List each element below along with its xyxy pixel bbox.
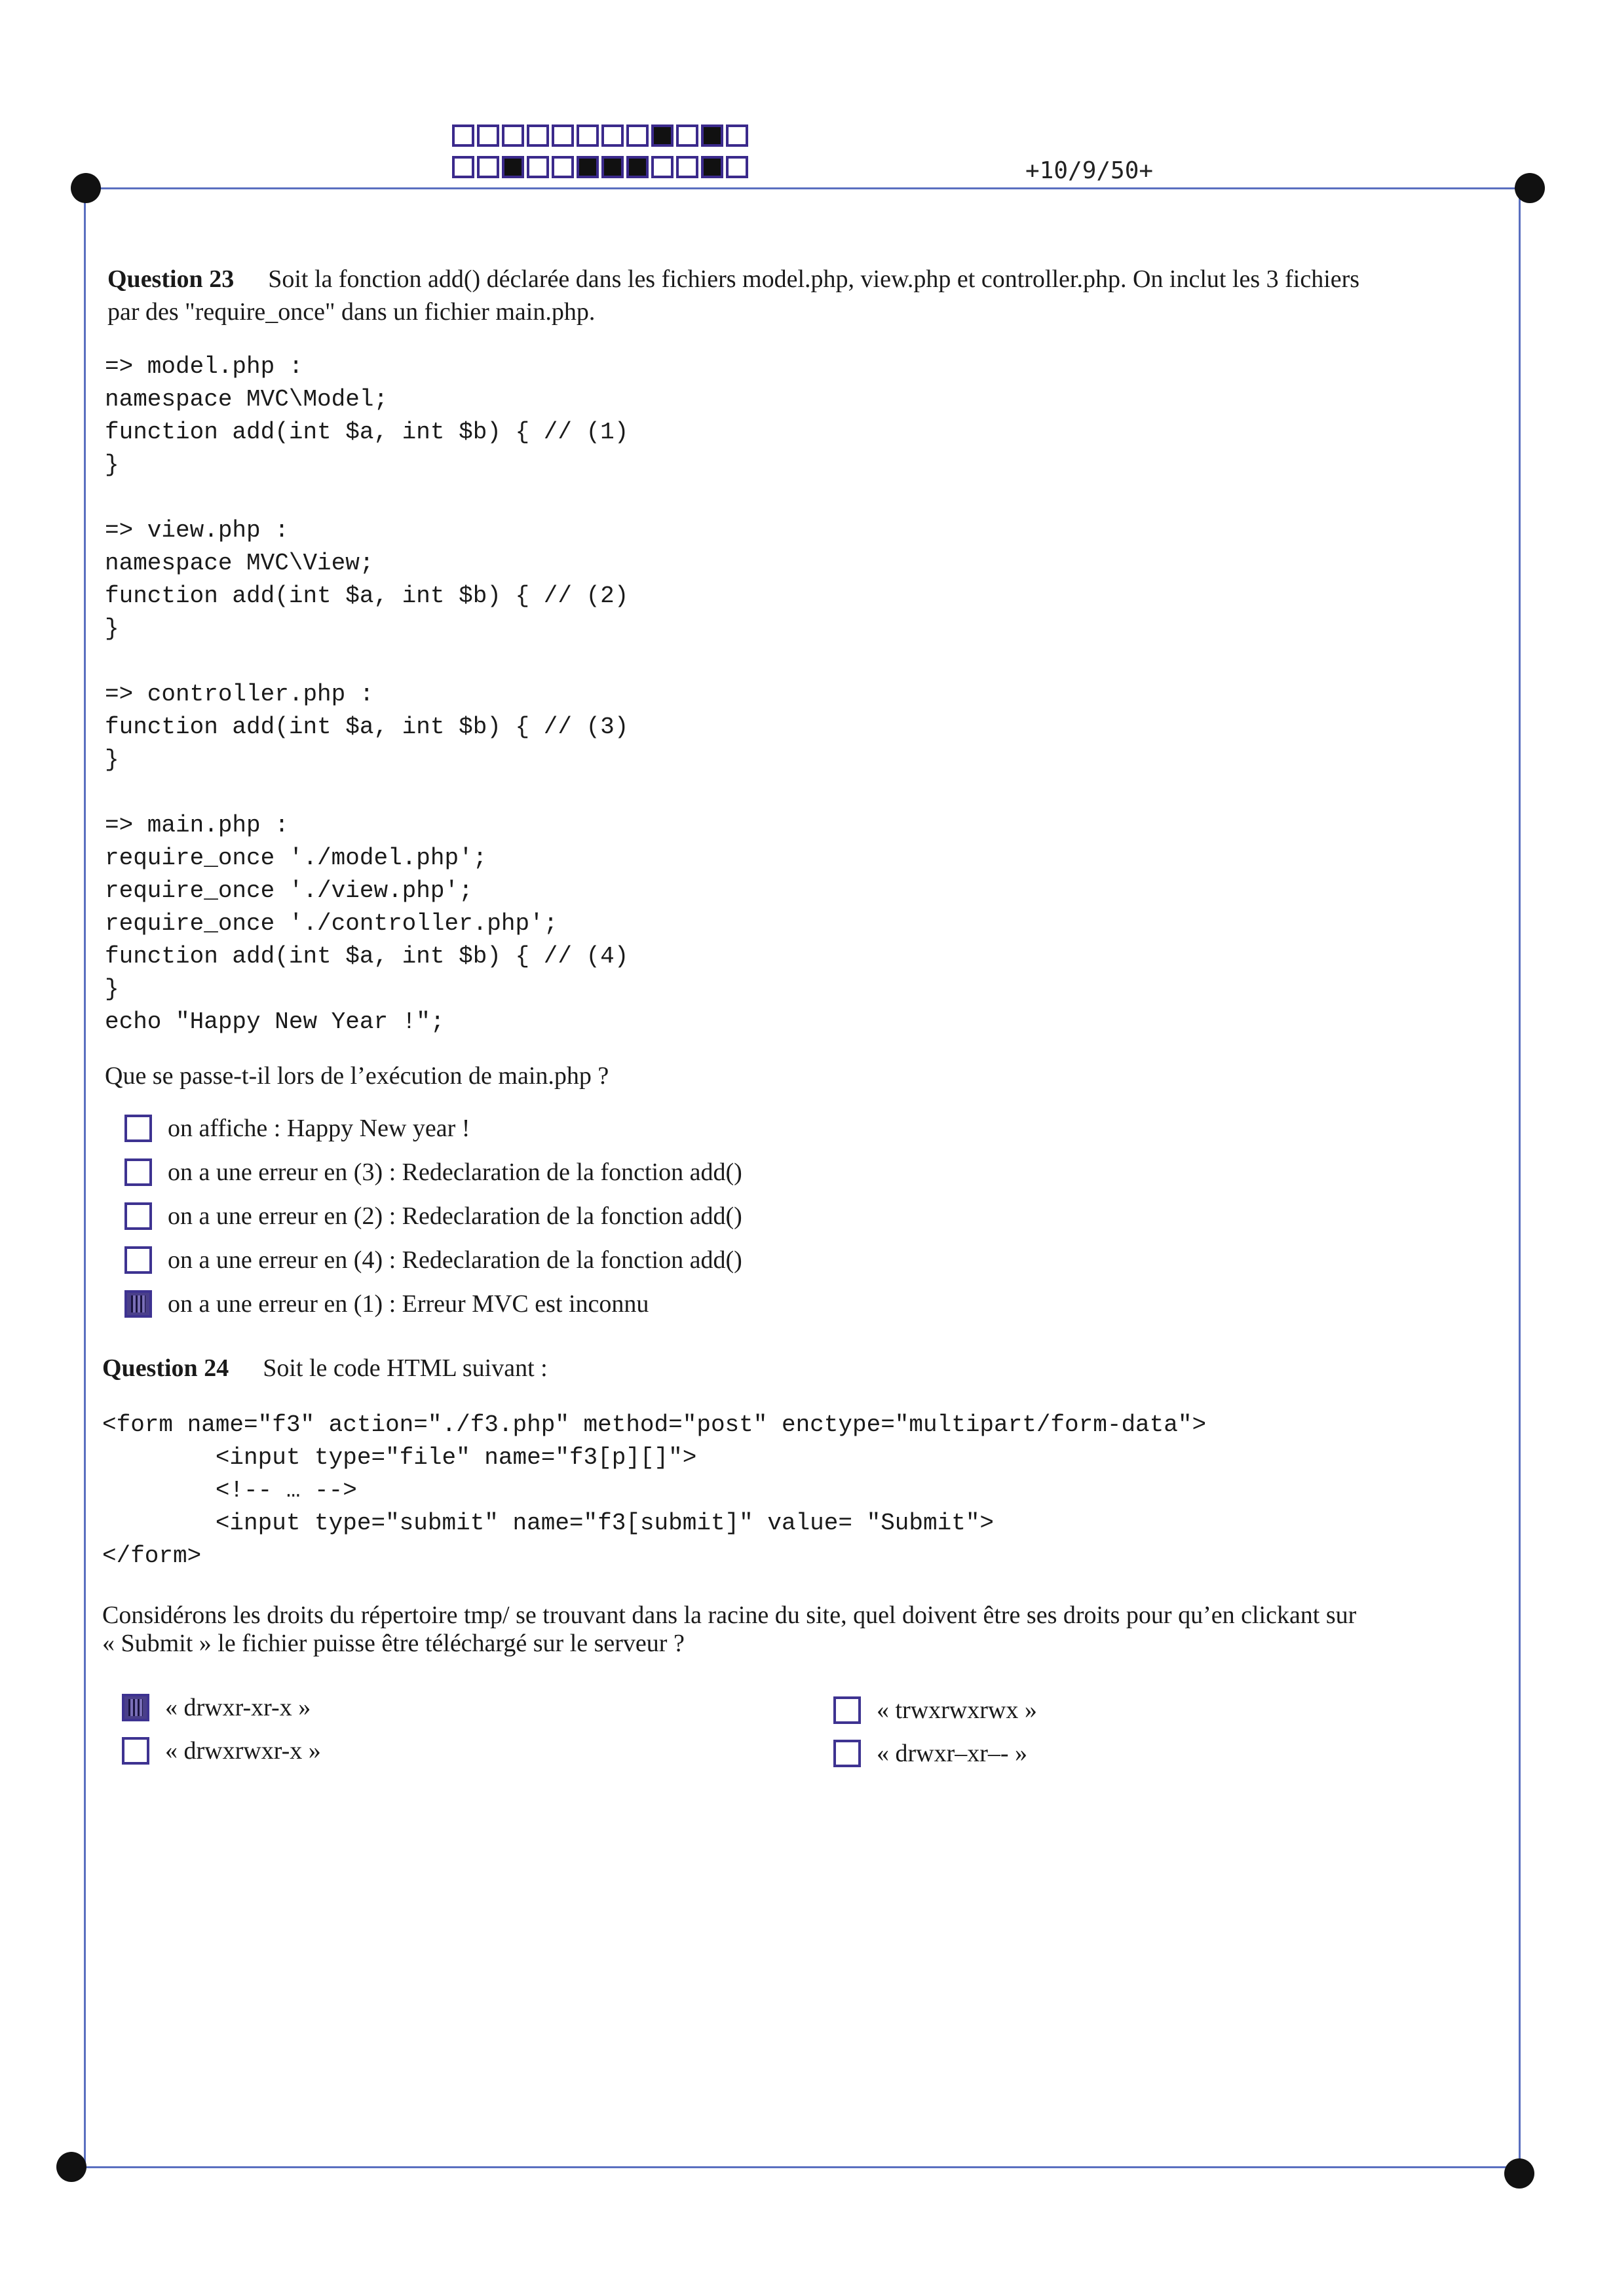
q23-option-5[interactable] [124, 1290, 649, 1318]
q24-label: Question 24 [102, 1354, 229, 1382]
q23-option-5-checkbox[interactable] [124, 1290, 152, 1318]
q23-option-1-checkbox[interactable] [124, 1115, 152, 1142]
q24-option-3-checkbox[interactable] [833, 1696, 861, 1724]
q23-option-5-label: on a une erreur en (1) : Erreur MVC est inconnu [168, 1290, 649, 1318]
q24-option-2-label: « drwxrwxr-x » [165, 1737, 321, 1765]
q24-option-4-label: « drwxr–xr–- » [877, 1740, 1028, 1767]
corner-mark-top-left [71, 173, 101, 203]
scan-code-row-1 [452, 124, 751, 147]
scan-code-cell [552, 124, 574, 147]
q24-question-line1: Considérons les droits du répertoire tmp/ se trouvant dans la racine du site, quel doivent être ses droits pour qu’en clickant sur [102, 1601, 1357, 1629]
page-code: +10/9/50+ [1025, 157, 1154, 184]
frame-top [85, 187, 1530, 189]
corner-mark-bottom-left [56, 2152, 86, 2182]
q24-option-3-label: « trwxrwxrwx » [877, 1696, 1037, 1724]
scan-code-cell [577, 156, 599, 178]
scan-code-cell [552, 156, 574, 178]
scan-code-cell [626, 156, 649, 178]
q24-code-block: <form name="f3" action="./f3.php" method="post" enctype="multipart/form-data"> <input type="file" name="f3[p][]"> <!-- … --> <input type="submit" name="f3[submit]" value= "Submit"> </form> [102, 1411, 1207, 1569]
q24-option-2-checkbox[interactable] [122, 1737, 149, 1765]
scan-code-cell [527, 156, 549, 178]
q23-option-3[interactable] [124, 1202, 742, 1231]
q24-option-1-label: « drwxr-xr-x » [165, 1694, 311, 1721]
scan-code-cell [626, 124, 649, 147]
scan-code-cell [651, 156, 674, 178]
scan-code-cell [452, 156, 474, 178]
q24-option-1-checkbox[interactable] [122, 1694, 149, 1721]
q23-option-4-checkbox[interactable] [124, 1246, 152, 1274]
q24-option-1[interactable] [122, 1693, 311, 1722]
q23-option-4[interactable] [124, 1246, 742, 1274]
scan-code-row-2 [452, 156, 751, 178]
q24-option-3[interactable] [833, 1696, 1037, 1725]
q24-question-line2: « Submit » le fichier puisse être téléchargé sur le serveur ? [102, 1630, 685, 1657]
q23-code-block: => model.php : namespace MVC\Model; function add(int $a, int $b) { // (1) } => view.php : namespace MVC\View; function add(int $a, int $b) { // (2) } => controller.php : function add(int $a, int $b) { // (3) } => main.php : require_once './model.php'; require_once './view.php'; require_once './controller.php'; function add(int $a, int $b) { // (4) } echo "Happy New Year !"; [105, 353, 629, 1035]
q23-label: Question 23 [107, 265, 235, 293]
q23-option-1-label: on affiche : Happy New year ! [168, 1115, 470, 1142]
q24-option-4-checkbox[interactable] [833, 1740, 861, 1767]
scan-code-cell [577, 124, 599, 147]
scan-code-cell [726, 124, 748, 147]
scan-code-cell [502, 156, 524, 178]
frame-left [84, 187, 86, 2166]
corner-mark-top-right [1515, 173, 1545, 203]
q23-option-4-label: on a une erreur en (4) : Redeclaration de la fonction add() [168, 1246, 742, 1274]
q23-option-2-label: on a une erreur en (3) : Redeclaration de la fonction add() [168, 1158, 742, 1186]
scan-code-cell [601, 124, 624, 147]
scan-code-cell [651, 124, 674, 147]
scan-code-cell [477, 156, 499, 178]
scan-code-cell [527, 124, 549, 147]
frame-bottom [72, 2166, 1520, 2168]
corner-mark-bottom-right [1504, 2158, 1534, 2189]
q23-intro-line2: par des "require_once" dans un fichier main.php. [107, 298, 596, 326]
q23-option-3-label: on a une erreur en (2) : Redeclaration de la fonction add() [168, 1202, 742, 1230]
q23-question: Que se passe-t-il lors de l’exécution de main.php ? [105, 1062, 609, 1090]
scan-code-cell [676, 156, 698, 178]
q23-option-3-checkbox[interactable] [124, 1202, 152, 1230]
scan-code-cell [452, 124, 474, 147]
scan-code-cell [601, 156, 624, 178]
q23-intro [107, 265, 1509, 294]
scan-code-cell [676, 124, 698, 147]
q23-intro-line1: Soit la fonction add() déclarée dans les fichiers model.php, view.php et controller.php. On inclut les 3 fichiers [268, 265, 1360, 293]
scan-code-cell [502, 124, 524, 147]
scan-code-cell [701, 124, 723, 147]
scan-code-cell [701, 156, 723, 178]
q24-option-2[interactable] [122, 1736, 321, 1765]
q24-intro-text: Soit le code HTML suivant : [263, 1354, 548, 1382]
q23-option-1[interactable] [124, 1114, 470, 1143]
frame-right [1519, 187, 1521, 2173]
q23-option-2-checkbox[interactable] [124, 1158, 152, 1186]
scan-code-cell [477, 124, 499, 147]
q24-intro [102, 1354, 548, 1383]
q24-option-4[interactable] [833, 1739, 1027, 1768]
q23-option-2[interactable] [124, 1158, 742, 1187]
scan-code-cell [726, 156, 748, 178]
